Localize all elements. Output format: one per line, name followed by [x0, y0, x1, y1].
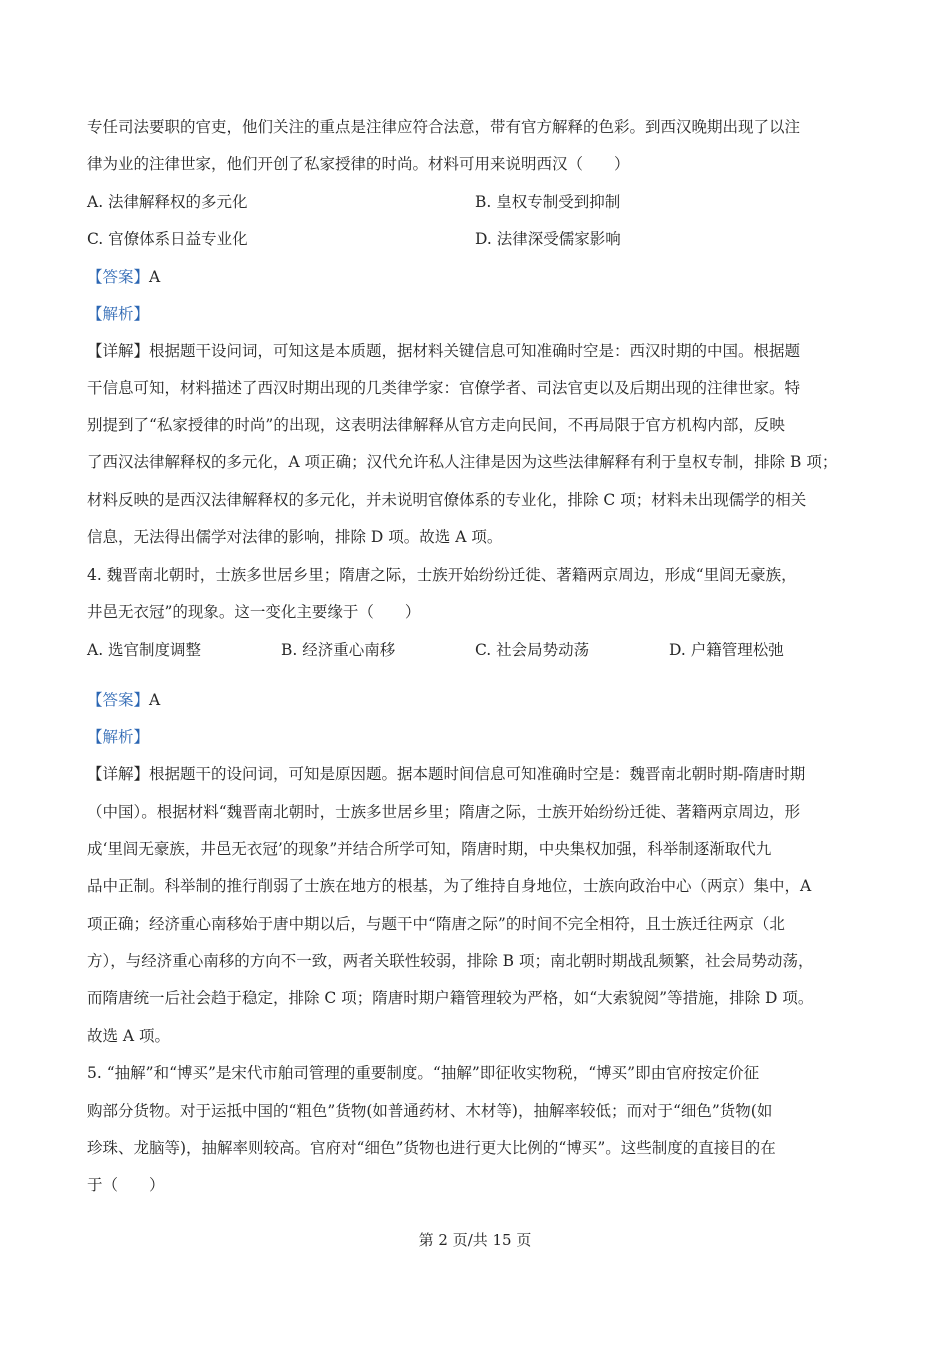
q3-detail-line-1 — [87, 341, 867, 361]
q3-detail-line-4: 了西汉法律解释权的多元化，A 项正确；汉代允许私人注律是因为这些法律解释有利于皇权专制，排除 B 项； — [87, 453, 838, 471]
q3-answer — [87, 267, 867, 287]
analysis-tag: 【解析】 — [87, 305, 150, 323]
q3-option-b: B. 皇权专制受到抑制 — [475, 193, 621, 211]
q5-stem-line-4: 于（ ） — [87, 1176, 165, 1194]
q4-stem-line-1: 4. 魏晋南北朝时，士族多世居乡里；隋唐之际，士族开始纷纷迁徙、著籍两京周边，形成“里闾无豪族， — [87, 566, 797, 584]
detail-text: 根据题干设问词，可知这是本质题，据材料关键信息可知准确时空是：西汉时期的中国。根据题 — [149, 342, 801, 360]
q3-analysis — [87, 304, 867, 324]
analysis-tag: 【解析】 — [87, 728, 150, 746]
detail-tag: 【详解】 — [87, 342, 150, 360]
q4-detail-line-5: 项正确；经济重心南移始于唐中期以后，与题干中“隋唐之际”的时间不完全相符，且士族迁往两京（北 — [87, 915, 785, 933]
q3-option-c: C. 官僚体系日益专业化 — [87, 230, 248, 248]
answer-tag: 【答案】 — [87, 691, 150, 709]
answer-tag: 【答案】 — [87, 268, 150, 286]
q4-option-b: B. 经济重心南移 — [281, 641, 396, 659]
q4-analysis — [87, 727, 867, 747]
q4-detail-line-3: 成‘里闾无豪族，井邑无衣冠’的现象”并结合所学可知，隋唐时期，中央集权加强，科举制逐渐取代九 — [87, 840, 772, 858]
detail-tag: 【详解】 — [87, 765, 150, 783]
q3-detail-line-2: 干信息可知，材料描述了西汉时期出现的几类律学家：官僚学者、司法官吏以及后期出现的注律世家。特 — [87, 379, 801, 397]
q5-stem-line-1: 5. “抽解”和“博买”是宋代市舶司管理的重要制度。“抽解”即征收实物税，“博买”即由官府按定价征 — [87, 1064, 760, 1082]
q3-option-a: A. 法律解释权的多元化 — [87, 193, 248, 211]
q4-detail-line-1 — [87, 764, 867, 784]
q4-detail-line-2: （中国）。根据材料“魏晋南北朝时，士族多世居乡里；隋唐之际，士族开始纷纷迁徙、著籍两京周边，形 — [87, 803, 801, 821]
q4-stem-line-2: 井邑无衣冠”的现象。这一变化主要缘于（ ） — [87, 603, 421, 621]
q3-stem-line-1: 专任司法要职的官吏，他们关注的重点是注律应符合法意，带有官方解释的色彩。到西汉晚期出现了以注 — [87, 118, 801, 136]
q4-option-d: D. 户籍管理松弛 — [669, 641, 784, 659]
detail-text: 根据题干的设问词，可知是原因题。据本题时间信息可知准确时空是：魏晋南北朝时期-隋唐时期 — [149, 765, 806, 783]
q3-detail-line-5: 材料反映的是西汉法律解释权的多元化，并未说明官僚体系的专业化，排除 C 项；材料未出现儒学的相关 — [87, 491, 807, 509]
q5-stem-line-3: 珍珠、龙脑等)，抽解率则较高。官府对“细色”货物也进行更大比例的“博买”。这些制度的直接目的在 — [87, 1139, 776, 1157]
answer-value: A — [149, 268, 161, 286]
q3-stem-line-2: 律为业的注律世家，他们开创了私家授律的时尚。材料可用来说明西汉（ ） — [87, 155, 630, 173]
q3-option-d: D. 法律深受儒家影响 — [475, 230, 621, 248]
q4-option-c: C. 社会局势动荡 — [475, 641, 590, 659]
page-footer: 第 2 页/共 15 页 — [418, 1231, 532, 1249]
q3-detail-line-6: 信息，无法得出儒学对法律的影响，排除 D 项。故选 A 项。 — [87, 528, 503, 546]
answer-value: A — [149, 691, 161, 709]
q5-stem-line-2: 购部分货物。对于运抵中国的“粗色”货物(如普通药材、木材等)，抽解率较低；而对于“细色”货物(如 — [87, 1102, 773, 1120]
q4-detail-line-7: 而隋唐统一后社会趋于稳定，排除 C 项；隋唐时期户籍管理较为严格，如“大索貌阅”等措施，排除 D 项。 — [87, 989, 814, 1007]
q4-detail-line-6: 方），与经济重心南移的方向不一致，两者关联性较弱，排除 B 项；南北朝时期战乱频繁，社会局势动荡， — [87, 952, 814, 970]
q4-answer — [87, 690, 867, 710]
q4-detail-line-8: 故选 A 项。 — [87, 1027, 171, 1045]
q4-option-a: A. 选官制度调整 — [87, 641, 202, 659]
q3-detail-line-3: 别提到了“私家授律的时尚”的出现，这表明法律解释从官方走向民间，不再局限于官方机构内部，反映 — [87, 416, 785, 434]
q4-detail-line-4: 品中正制。科举制的推行削弱了士族在地方的根基，为了维持自身地位，士族向政治中心（两京）集中，A — [87, 877, 812, 895]
